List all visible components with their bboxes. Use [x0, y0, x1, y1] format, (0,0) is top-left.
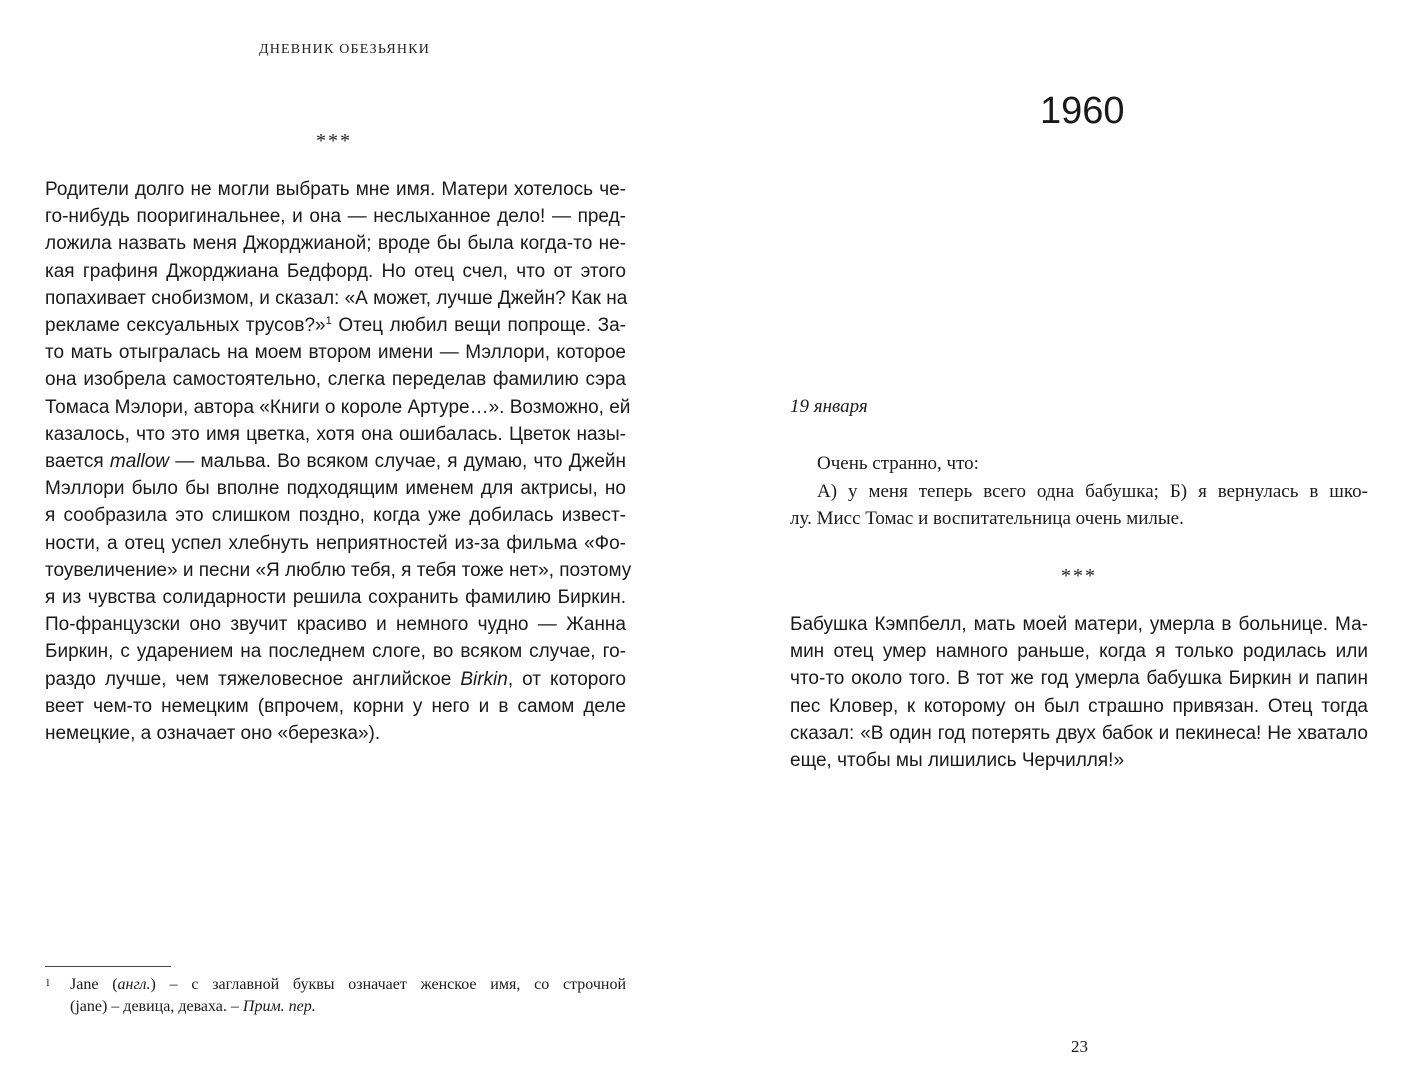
chapter-title: 1960: [1040, 90, 1125, 132]
main-paragraph: [45, 176, 632, 747]
page-number: 23: [1071, 1037, 1088, 1056]
text-line: веет чем-то немецким (впрочем, корни у него и в самом деле: [45, 695, 626, 717]
section-separator: ***: [1061, 565, 1097, 587]
diary-entry: [790, 450, 1368, 533]
footnote-number: 1: [45, 977, 51, 989]
text-line: тоувеличение» и песни «Я люблю тебя, я тебя тоже нет», поэтому: [45, 559, 632, 581]
diary-line: лу. Мисс Томас и воспитательница очень милые.: [790, 508, 1184, 529]
text-line: сказал: «В один год потерять двух бабок и пекинеса! Не хватало: [790, 722, 1368, 744]
footnote-line: (jane) – девица, деваха. – Прим. пер.: [70, 998, 316, 1015]
text-line: раздо лучше, чем тяжеловесное английское Birkin, от которого: [45, 668, 626, 690]
section-separator: ***: [316, 130, 352, 152]
diary-line: Очень странно, что:: [817, 453, 979, 474]
right-page: [701, 0, 1402, 1080]
text-line: ности, а отец успел хлебнуть неприятностей из-за фильма «Фо-: [45, 532, 626, 554]
text-line-with-footnote: рекламе сексуальных трусов?»$^1$ Отец любил вещи попроще. За-: [45, 315, 626, 337]
footnote-reference: 1: [325, 315, 332, 328]
text-line: она изобрела самостоятельно, слегка переделав фамилию сэра: [45, 369, 626, 391]
footnote-divider: [45, 966, 171, 967]
text-line: Биркин, с ударением на последнем слоге, во всяком случае, го-: [45, 641, 626, 663]
text-line: Бабушка Кэмпбелл, мать моей матери, умерла в больнице. Ма-: [790, 614, 1368, 635]
text-line: казалось, что это имя цветка, хотя она ошибалась. Цветок назы-: [45, 423, 626, 445]
text-line: еще, чтобы мы лишились Черчилля!»: [790, 750, 1125, 772]
text-line: что-то около того. В тот же год умерла бабушка Биркин и папин: [790, 668, 1368, 690]
text-line: Томаса Мэлори, автора «Книги о короле Артуре…». Возможно, ей: [45, 396, 631, 418]
text-line: Мэллори было бы вполне подходящим именем для актрисы, но: [45, 478, 626, 500]
footnote-line: Jane (англ.) – с заглавной буквы означает женское имя, со строчной: [70, 976, 626, 993]
text-line: вается mallow — мальва. Во всяком случае, я думаю, что Джейн: [45, 451, 626, 473]
diary-date: 19 января: [790, 396, 868, 417]
text-line: мин отец умер намного раньше, когда я только родилась или: [790, 641, 1368, 663]
text-line: По-французски оно звучит красиво и немного чудно — Жанна: [45, 614, 626, 636]
text-line: то мать отыгралась на моем втором имени — Мэллори, которое: [45, 342, 626, 364]
text-line: я из чувства солидарности решила сохранить фамилию Биркин.: [45, 587, 626, 609]
text-line: кая графиня Джорджиана Бедфорд. Но отец счел, что от этого: [45, 260, 626, 282]
text-line: я сообразила это слишком поздно, когда уже добилась извест-: [45, 505, 626, 527]
text-line: пес Кловер, к которому он был страшно привязан. Отец тогда: [790, 695, 1368, 717]
running-head: ДНЕВНИК ОБЕЗЬЯНКИ: [259, 42, 431, 57]
text-line: Родители долго не могли выбрать мне имя. Матери хотелось че-: [45, 179, 626, 200]
footnote: [45, 974, 626, 1018]
diary-line: А) у меня теперь всего одна бабушка; Б) я вернулась в шко-: [817, 480, 1368, 502]
text-line: попахивает снобизмом, и сказал: «А может, лучше Джейн? Как на: [45, 287, 628, 309]
right-paragraph: [790, 611, 1368, 774]
text-line: немецкие, а означает оно «березка»).: [45, 723, 381, 745]
text-line: ложила назвать меня Джорджианой; вроде бы была когда-то не-: [45, 233, 626, 255]
text-line: го-нибудь пооригинальнее, и она — неслыханное дело! — пред-: [45, 206, 626, 228]
